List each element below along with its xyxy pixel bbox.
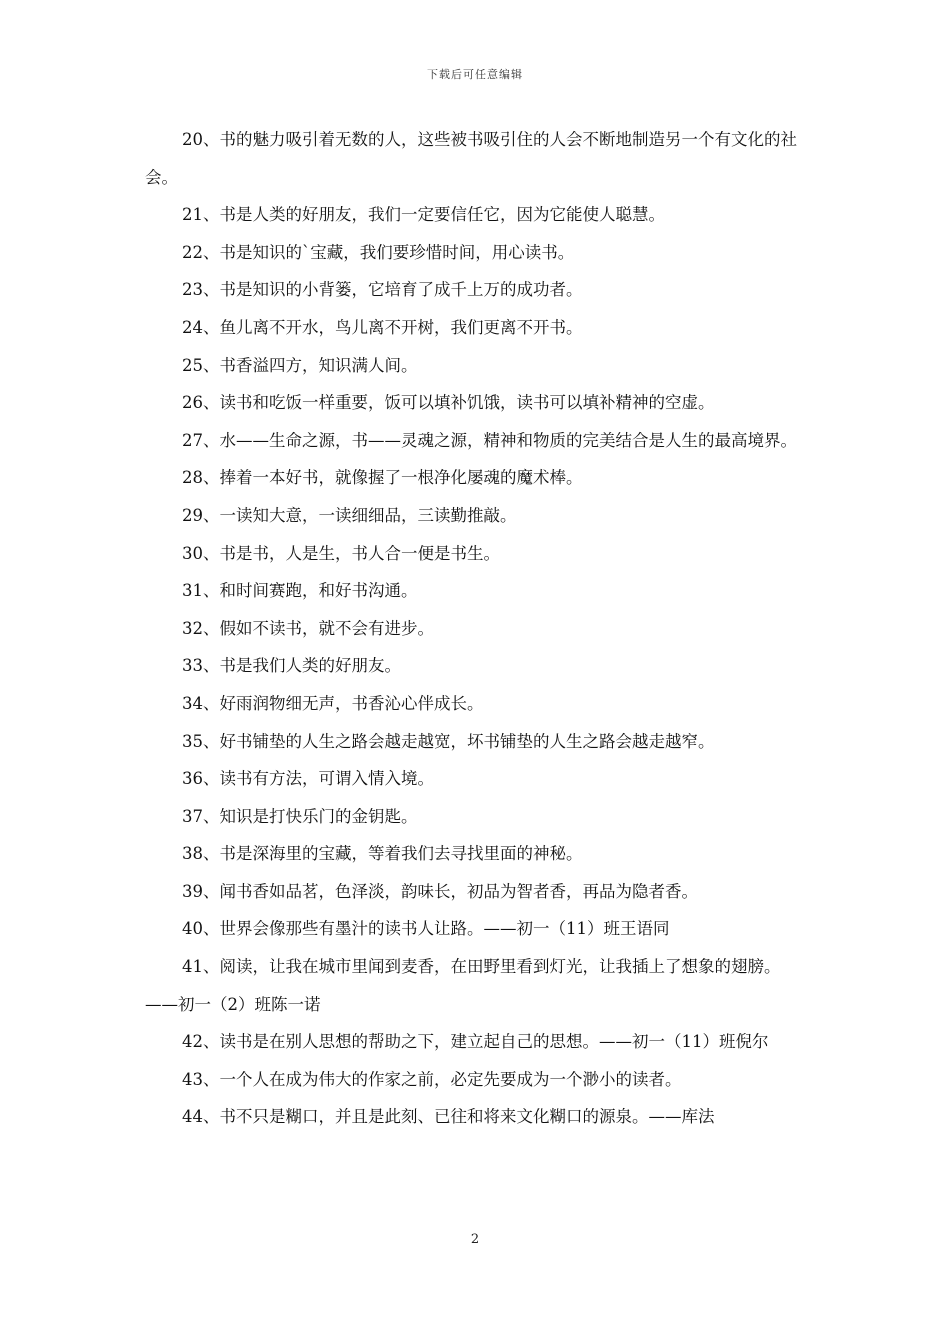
paragraph-41: 41、阅读，让我在城市里闻到麦香，在田野里看到灯光，让我插上了想象的翅膀。——初一（2）班陈一诺 bbox=[145, 957, 781, 1014]
paragraph-30: 30、书是书，人是生，书人合一便是书生。 bbox=[182, 543, 500, 563]
paragraph-37: 37、知识是打快乐门的金钥匙。 bbox=[182, 806, 418, 826]
paragraph-29: 29、一读知大意，一读细细品，三读勤推敲。 bbox=[182, 505, 517, 525]
paragraph-42: 42、读书是在别人思想的帮助之下，建立起自己的思想。——初一（11）班倪尔 bbox=[182, 1032, 769, 1052]
paragraph-20: 20、书的魅力吸引着无数的人，这些被书吸引住的人会不断地制造另一个有文化的社会。 bbox=[145, 130, 797, 187]
page-number: 2 bbox=[470, 1232, 480, 1247]
paragraph-33: 33、书是我们人类的好朋友。 bbox=[182, 656, 401, 676]
paragraph-21: 21、书是人类的好朋友，我们一定要信任它，因为它能使人聪慧。 bbox=[182, 205, 665, 225]
paragraph-31: 31、和时间赛跑，和好书沟通。 bbox=[182, 581, 418, 601]
paragraph-25: 25、书香溢四方，知识满人间。 bbox=[182, 355, 418, 375]
paragraph-34: 34、好雨润物细无声，书香沁心伴成长。 bbox=[182, 693, 484, 713]
page-header: 下载后可任意编辑 bbox=[427, 68, 523, 81]
paragraph-39: 39、闻书香如品茗，色泽淡，韵味长，初品为智者香，再品为隐者香。 bbox=[182, 881, 698, 901]
paragraph-44: 44、书不只是糊口，并且是此刻、已往和将来文化糊口的源泉。——库法 bbox=[182, 1107, 715, 1127]
paragraph-32: 32、假如不读书，就不会有进步。 bbox=[182, 618, 434, 638]
paragraph-43: 43、一个人在成为伟大的作家之前，必定先要成为一个渺小的读者。 bbox=[182, 1069, 682, 1089]
paragraph-38: 38、书是深海里的宝藏，等着我们去寻找里面的神秘。 bbox=[182, 844, 583, 864]
document-body bbox=[145, 121, 809, 1136]
paragraph-36: 36、读书有方法，可谓入情入境。 bbox=[182, 769, 434, 789]
paragraph-40: 40、世界会像那些有墨汁的读书人让路。——初一（11）班王语同 bbox=[182, 919, 670, 939]
paragraph-27: 27、水——生命之源，书——灵魂之源，精神和物质的完美结合是人生的最高境界。 bbox=[182, 430, 797, 450]
paragraph-22: 22、书是知识的`宝藏，我们要珍惜时间，用心读书。 bbox=[182, 242, 575, 262]
paragraph-23: 23、书是知识的小背篓，它培育了成千上万的成功者。 bbox=[182, 280, 583, 300]
paragraph-28: 28、捧着一本好书，就像握了一根净化屡魂的魔术棒。 bbox=[182, 468, 583, 488]
paragraph-26: 26、读书和吃饭一样重要，饭可以填补饥饿，读书可以填补精神的空虚。 bbox=[182, 393, 715, 413]
paragraph-35: 35、好书铺垫的人生之路会越走越宽，坏书铺垫的人生之路会越走越窄。 bbox=[182, 731, 715, 751]
paragraph-24: 24、鱼儿离不开水，鸟儿离不开树，我们更离不开书。 bbox=[182, 317, 583, 337]
